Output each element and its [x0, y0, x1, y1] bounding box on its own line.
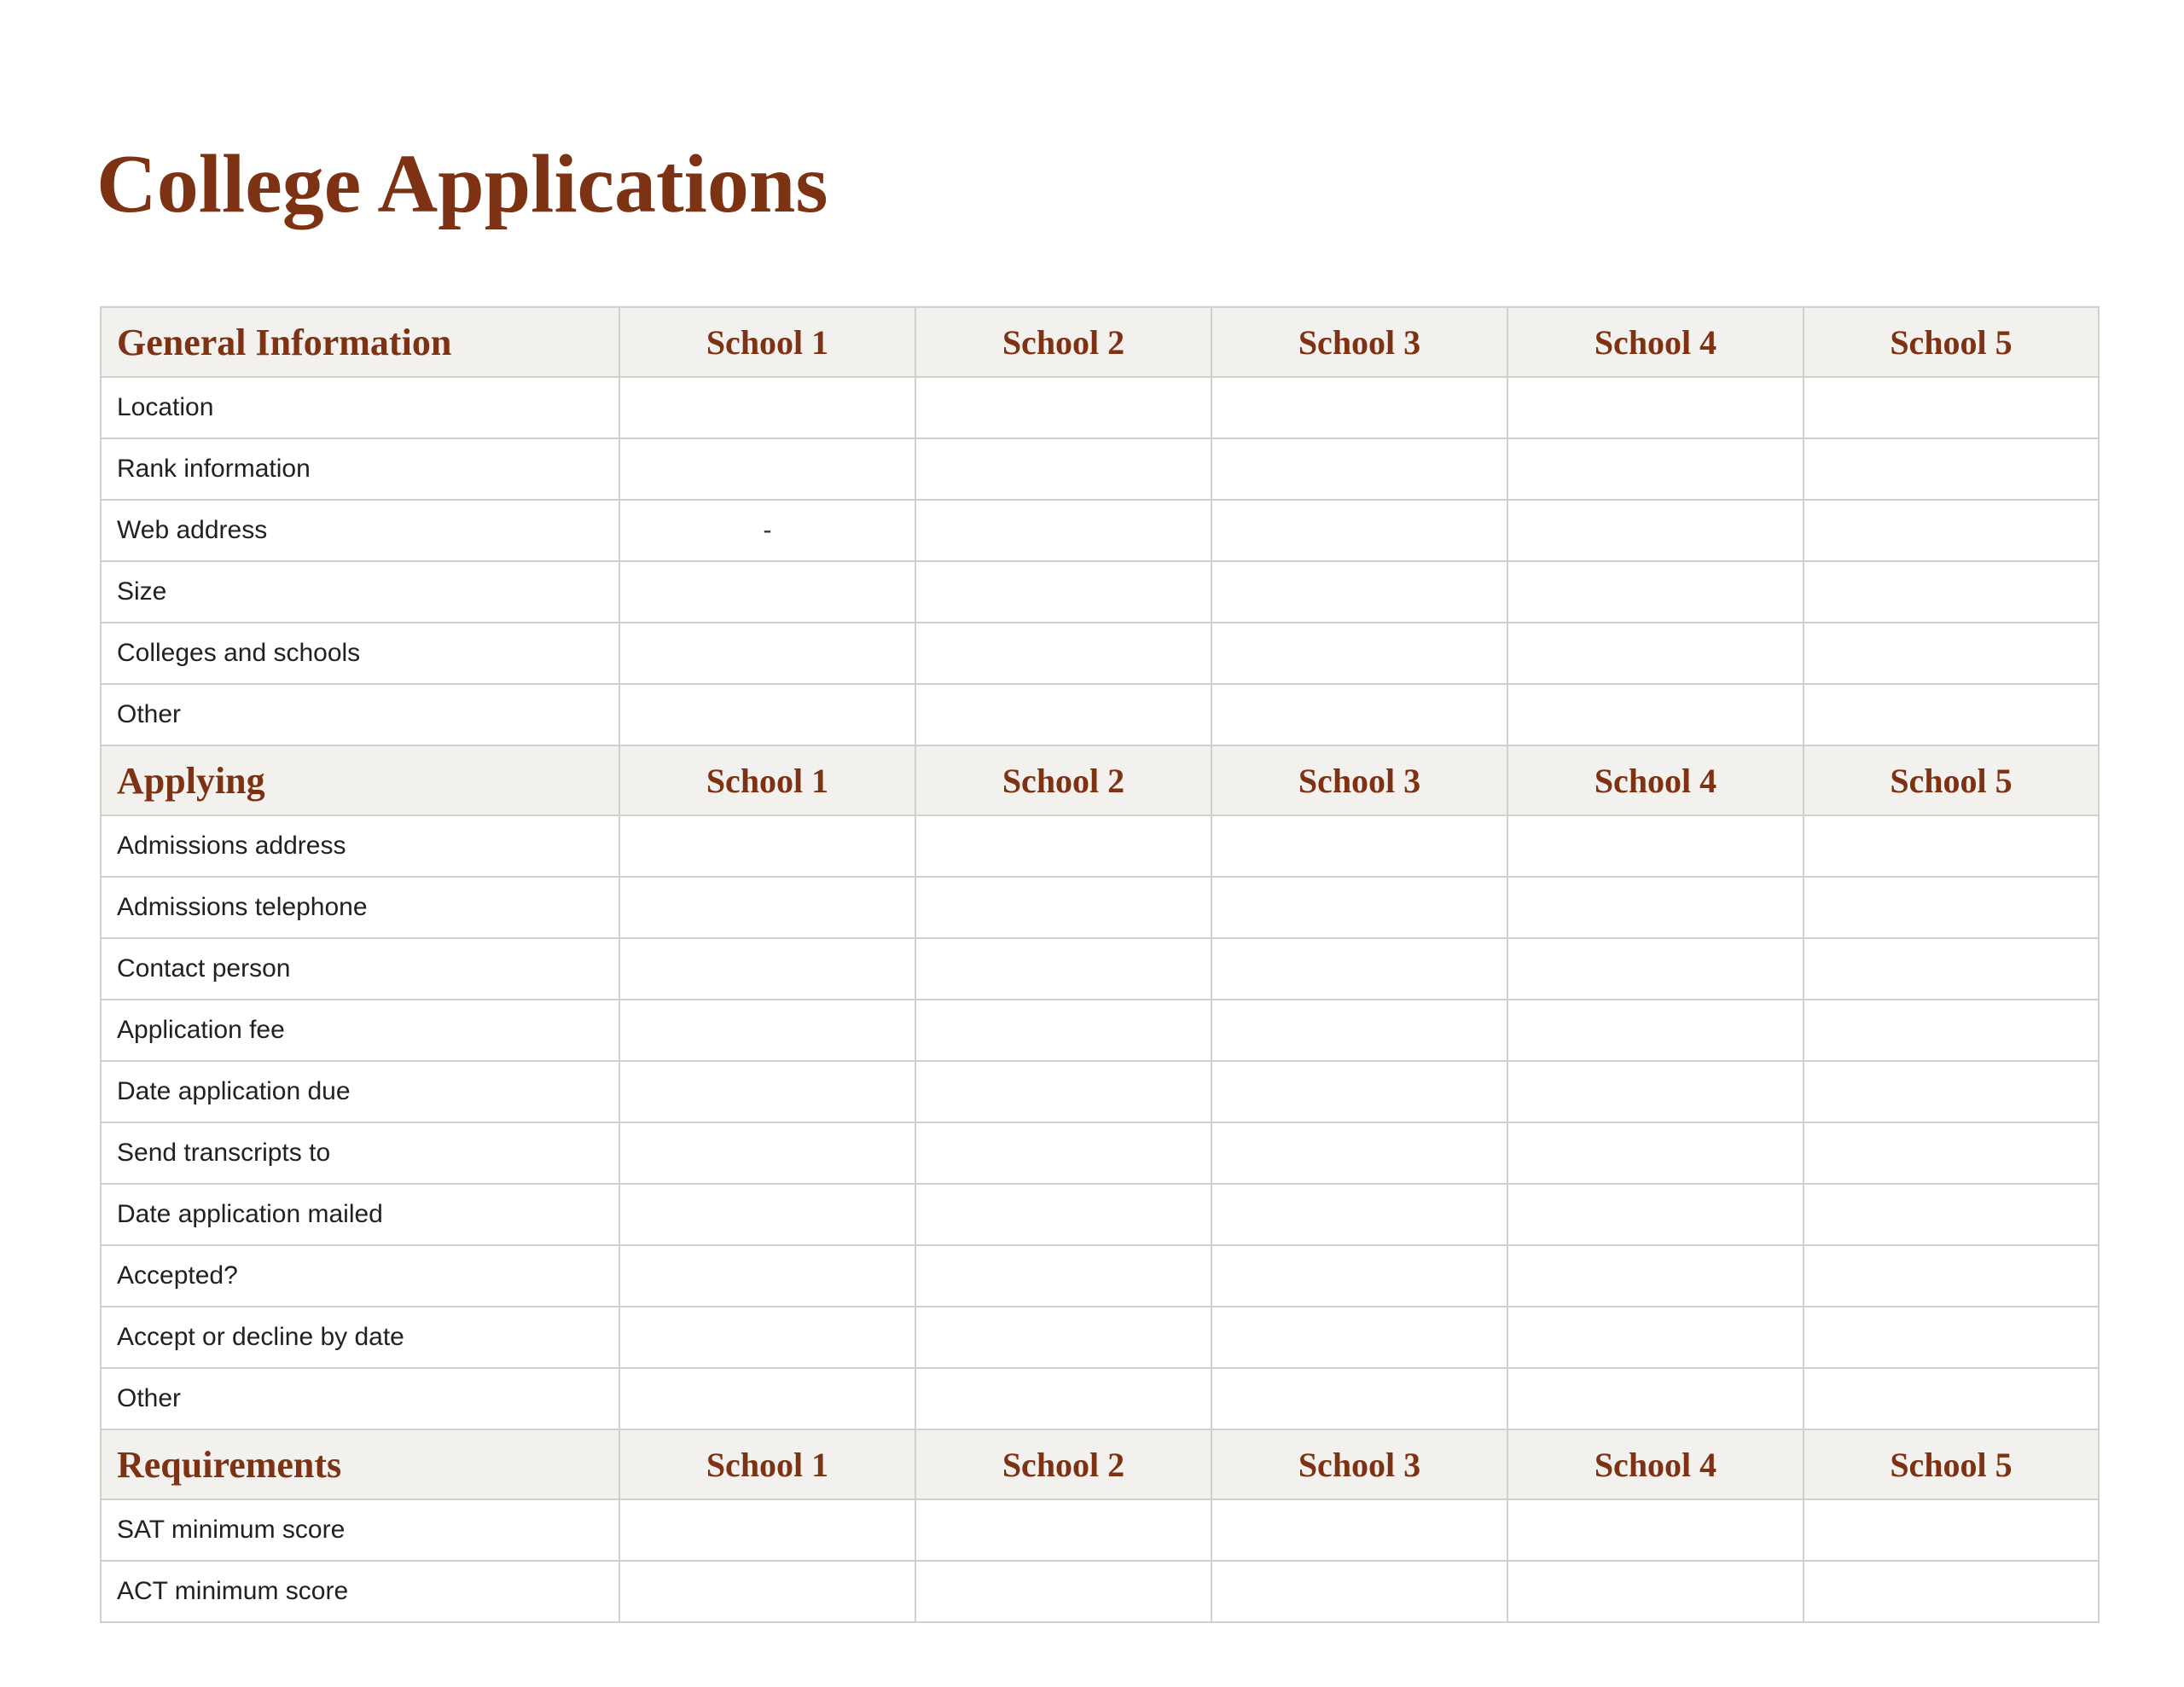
data-cell[interactable] [1211, 1061, 1507, 1122]
data-cell[interactable] [1507, 438, 1804, 500]
data-cell[interactable] [619, 1122, 915, 1184]
data-cell[interactable] [1804, 500, 2099, 561]
data-cell[interactable] [1211, 623, 1507, 684]
data-cell[interactable] [1507, 561, 1804, 623]
data-cell[interactable] [915, 1368, 1211, 1429]
table-row [101, 1368, 2099, 1429]
school-header-cell: School 2 [915, 745, 1211, 815]
school-header-cell: School 5 [1804, 1429, 2099, 1499]
data-cell[interactable] [1507, 684, 1804, 745]
data-cell[interactable] [619, 1184, 915, 1245]
section-title-cell: General Information [101, 307, 619, 377]
data-cell[interactable] [1211, 561, 1507, 623]
data-cell[interactable] [915, 1245, 1211, 1307]
row-label-cell: Web address [101, 500, 619, 561]
row-label-cell: Send transcripts to [101, 1122, 619, 1184]
school-header-cell: School 4 [1507, 1429, 1804, 1499]
school-header-cell: School 2 [915, 1429, 1211, 1499]
school-header-cell: School 4 [1507, 745, 1804, 815]
data-cell[interactable] [915, 438, 1211, 500]
data-cell[interactable] [915, 877, 1211, 938]
row-label-cell: Location [101, 377, 619, 438]
data-cell[interactable] [915, 1061, 1211, 1122]
data-cell[interactable] [619, 1245, 915, 1307]
table-row [101, 438, 2099, 500]
row-label-cell: Other [101, 684, 619, 745]
table-row [101, 877, 2099, 938]
data-cell[interactable] [1211, 1499, 1507, 1561]
data-cell[interactable] [1804, 438, 2099, 500]
data-cell[interactable] [619, 438, 915, 500]
data-cell[interactable] [1507, 1122, 1804, 1184]
row-label-cell: Size [101, 561, 619, 623]
data-cell[interactable] [1507, 1368, 1804, 1429]
school-header-cell: School 3 [1211, 1429, 1507, 1499]
table-body [101, 307, 2099, 1622]
data-cell[interactable] [1507, 1307, 1804, 1368]
data-cell[interactable] [1804, 938, 2099, 1000]
data-cell[interactable] [1804, 623, 2099, 684]
data-cell[interactable] [1804, 1184, 2099, 1245]
data-cell[interactable] [1804, 1307, 2099, 1368]
data-cell[interactable] [1211, 1122, 1507, 1184]
row-label-cell: ACT minimum score [101, 1561, 619, 1622]
data-cell[interactable] [1507, 1245, 1804, 1307]
section-header-row [101, 307, 2099, 377]
data-cell[interactable] [619, 1561, 915, 1622]
data-cell[interactable] [1804, 815, 2099, 877]
data-cell[interactable] [619, 938, 915, 1000]
school-header-cell: School 1 [619, 1429, 915, 1499]
data-cell[interactable] [619, 377, 915, 438]
school-header-cell: School 4 [1507, 307, 1804, 377]
row-label-cell: Admissions address [101, 815, 619, 877]
data-cell[interactable] [915, 1307, 1211, 1368]
data-cell[interactable] [1507, 877, 1804, 938]
data-cell[interactable] [1804, 1122, 2099, 1184]
table-row [101, 1061, 2099, 1122]
table-row [101, 377, 2099, 438]
row-label-cell: Application fee [101, 1000, 619, 1061]
data-cell[interactable] [619, 1307, 915, 1368]
data-cell[interactable] [1211, 377, 1507, 438]
data-cell[interactable] [1211, 684, 1507, 745]
table-row [101, 1245, 2099, 1307]
data-cell[interactable] [1804, 684, 2099, 745]
data-cell[interactable] [915, 561, 1211, 623]
school-header-cell: School 5 [1804, 307, 2099, 377]
table-row [101, 1499, 2099, 1561]
section-header-row [101, 1429, 2099, 1499]
data-cell[interactable] [1804, 1061, 2099, 1122]
data-cell[interactable] [619, 561, 915, 623]
data-cell[interactable] [1507, 377, 1804, 438]
college-applications-table [100, 306, 2100, 1623]
row-label-cell: Admissions telephone [101, 877, 619, 938]
row-label-cell: Other [101, 1368, 619, 1429]
table-row [101, 815, 2099, 877]
data-cell[interactable] [1507, 1561, 1804, 1622]
data-cell[interactable] [915, 1000, 1211, 1061]
data-cell[interactable] [1211, 500, 1507, 561]
data-cell[interactable] [1507, 623, 1804, 684]
data-cell[interactable] [915, 1122, 1211, 1184]
table-row [101, 684, 2099, 745]
data-cell[interactable] [1211, 1561, 1507, 1622]
data-cell[interactable] [619, 877, 915, 938]
table-row [101, 1122, 2099, 1184]
data-cell[interactable] [619, 684, 915, 745]
row-label-cell: Rank information [101, 438, 619, 500]
data-cell[interactable] [1507, 1499, 1804, 1561]
table-row [101, 1184, 2099, 1245]
data-cell[interactable] [619, 1000, 915, 1061]
data-cell[interactable] [915, 815, 1211, 877]
data-cell[interactable] [1211, 1368, 1507, 1429]
data-cell[interactable] [1211, 1307, 1507, 1368]
data-cell[interactable] [1507, 1184, 1804, 1245]
data-cell[interactable] [915, 623, 1211, 684]
data-cell[interactable] [1804, 1561, 2099, 1622]
data-cell[interactable] [915, 1561, 1211, 1622]
row-label-cell: Date application mailed [101, 1184, 619, 1245]
data-cell[interactable] [1804, 1368, 2099, 1429]
data-cell[interactable] [619, 1368, 915, 1429]
table-row [101, 623, 2099, 684]
data-cell[interactable] [1211, 1000, 1507, 1061]
data-cell[interactable] [619, 1061, 915, 1122]
data-cell[interactable] [915, 377, 1211, 438]
school-header-cell: School 1 [619, 745, 915, 815]
data-cell[interactable] [619, 1499, 915, 1561]
table-row [101, 1561, 2099, 1622]
row-label-cell: Accepted? [101, 1245, 619, 1307]
row-label-cell: Accept or decline by date [101, 1307, 619, 1368]
data-cell[interactable] [1804, 561, 2099, 623]
data-cell[interactable] [1211, 815, 1507, 877]
data-cell[interactable] [1507, 1061, 1804, 1122]
table-row [101, 500, 2099, 561]
row-label-cell: SAT minimum score [101, 1499, 619, 1561]
data-cell[interactable] [1507, 500, 1804, 561]
school-header-cell: School 1 [619, 307, 915, 377]
section-title-cell: Requirements [101, 1429, 619, 1499]
row-label-cell: Colleges and schools [101, 623, 619, 684]
data-cell[interactable] [1804, 377, 2099, 438]
page-title: College Applications [96, 138, 828, 230]
section-header-row [101, 745, 2099, 815]
data-cell[interactable] [1804, 877, 2099, 938]
data-cell[interactable] [1804, 1499, 2099, 1561]
data-cell[interactable] [1507, 815, 1804, 877]
data-cell[interactable] [1804, 1245, 2099, 1307]
data-cell[interactable] [915, 684, 1211, 745]
table-row [101, 938, 2099, 1000]
data-cell[interactable] [1211, 438, 1507, 500]
data-cell[interactable] [1211, 1245, 1507, 1307]
data-cell[interactable] [915, 500, 1211, 561]
data-cell[interactable]: - [619, 500, 915, 561]
data-cell[interactable] [1211, 938, 1507, 1000]
data-cell[interactable] [619, 815, 915, 877]
data-cell[interactable] [915, 1184, 1211, 1245]
data-cell[interactable] [1211, 877, 1507, 938]
school-header-cell: School 2 [915, 307, 1211, 377]
section-title-cell: Applying [101, 745, 619, 815]
data-cell[interactable] [1211, 1184, 1507, 1245]
row-label-cell: Date application due [101, 1061, 619, 1122]
data-cell[interactable] [619, 623, 915, 684]
school-header-cell: School 3 [1211, 307, 1507, 377]
table-row [101, 1307, 2099, 1368]
row-label-cell: Contact person [101, 938, 619, 1000]
school-header-cell: School 3 [1211, 745, 1507, 815]
data-cell[interactable] [915, 938, 1211, 1000]
data-cell[interactable] [915, 1499, 1211, 1561]
data-cell[interactable] [1507, 938, 1804, 1000]
applications-table-wrap [100, 306, 2098, 1623]
table-row [101, 561, 2099, 623]
data-cell[interactable] [1507, 1000, 1804, 1061]
table-row [101, 1000, 2099, 1061]
data-cell[interactable] [1804, 1000, 2099, 1061]
school-header-cell: School 5 [1804, 745, 2099, 815]
